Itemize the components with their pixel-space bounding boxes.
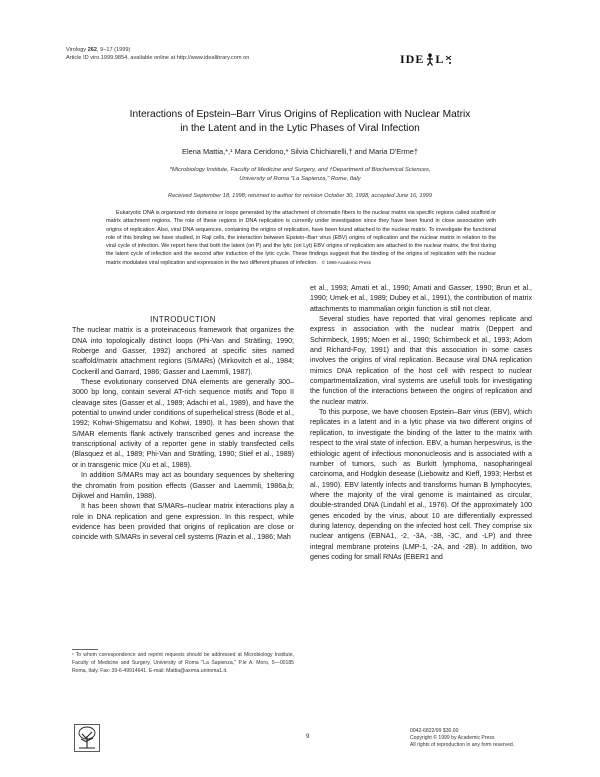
author-list: Elena Mattia,*,¹ Mara Ceridono,* Silvia Chichiarelli,† and Maria D'Erme†: [182, 147, 418, 156]
page-range: , 9–17 (1999): [97, 47, 131, 53]
ideal-logo-figure-icon: [425, 53, 435, 66]
affiliation-line-2: University of Roma "La Sapienza," Rome, Italy: [239, 176, 361, 182]
journal-name: Virology: [66, 47, 87, 53]
body-paragraph: To this purpose, we have choosen Epstein–Barr virus (EBV), which replicates in a latent and in a lytic phase via two different origins of replication, to investigate the binding of the latter to the matrix with respect to the viral state of infection. EBV, a human herpesvirus, is the ethiologic agent of infectious mononucleosis and is associated with a number of tumors, such as Burkitt lymphoma, nasopharingeal carcinoma, and Hodgkin desease (Liebowitz and Kieff, 1993; Herbst et al., 1990). EBV latently infects and transforms human B lymphocytes, where the majority of the viral genome is maintained as circular, double-stranded DNA (Lindahl et al., 1976). Of the approximately 100 genes encoded by the virus, about 10 are differentially expressed during latency, depending on the infected host cell. They comprise six nuclear antigens (EBNA1, -2, -3A, -3B, -3C, and -LP) and three integral membrane proteins (LMP-1, -2A, and -2B). In addition, two genes coding for small RNAs (EBER1 and: [310, 408, 532, 561]
footnote-rule: [72, 649, 98, 650]
body-paragraph: et al., 1993; Amati et al., 1990; Amati and Gasser, 1990; Brun et al., 1990; Umek et al., 1989; Dubey et al., 1991), the contribution of matrix attachments to mammalian origin function is still not clear.: [310, 284, 532, 313]
article-title: [60, 108, 540, 136]
logo-text: IDE: [400, 52, 425, 66]
affiliation-line-1: *Microbiology Institute, Faculty of Medicine and Surgery, and †Department of Biochemical Sciences,: [169, 167, 431, 173]
ideal-logo-mark-icon: [445, 55, 453, 65]
body-paragraph: It has been shown that S/MARs–nuclear matrix interactions play a role in DNA replication and gene expression. In this respect, while evidence has been provided that origins of replication are close or coincide with S/MARs in several cell systems (Razin et al., 1986; Mah: [72, 502, 294, 542]
volume-number: 262: [87, 47, 98, 53]
section-heading-introduction: INTRODUCTION: [150, 315, 216, 324]
copyright-imprint: [410, 728, 514, 749]
body-paragraph: These evolutionary conserved DNA elements are generally 300–3000 bp long, contain several AT-rich sequence motifs and Topo II cleavage sites (Gasser et al., 1989; Adachi et al., 1989), and have the potential to unwind under conditions of superhelical stress (Bode et al., 1992; Kohwi-Shigematsu and Kohwi, 1990). It has been shown that S/MAR elements flank actively transcribed genes and increase the transcriptional activity of a reporter gene in stably transfected cells (Blasquez et al., 1989; Phi-Van and Strätling, 1990; Stief et al., 1989) or in transgenic mice (Xu et al., 1989).: [72, 378, 295, 469]
article-id-line: Article ID viro.1999.9854, available online at http://www.idealibrary.com on: [66, 55, 250, 62]
left-column: [72, 315, 294, 543]
abstract-copyright: © 1999 Academic Press: [321, 259, 371, 265]
page-number: 9: [306, 734, 310, 740]
rights-line: All rights of reproduction in any form reserved.: [410, 742, 515, 749]
ideal-logo: [400, 52, 453, 67]
body-paragraph: Several studies have reported that viral genomes replicate and express in association with the nuclear matrix (Deppert and Schirmbeck, 1995; Moen et al., 1990; Schirmbeck et al., 1993; Adom and Richard-Foy, 1991) and that this association in some cases involves the origins of viral replication. Because viral DNA replication mimics DNA replication of the host cell with respect to nuclear compartmentalization, viral systems are usefull tools for investigating the function of the interactions between the origins of replication and the nuclear matrix.: [310, 315, 532, 406]
copyright-line: Copyright © 1999 by Academic Press: [410, 735, 495, 742]
body-paragraph: In addition S/MARs may act as boundary sequences by sheltering the chromatin from position effects (Gasser and Laemmli, 1986a,b; Dijkwel and Hamlin, 1988).: [72, 471, 294, 500]
logo-tail: L: [435, 52, 445, 66]
abstract: [106, 209, 496, 267]
title-line-2: in the Latent and in the Lytic Phases of Viral Infection: [180, 123, 420, 134]
abstract-text: Eukaryotic DNA is organized into domains or loops generated by the attachment of chromatin fibers to the nuclear matrix via specific regions called scaffold or matrix attachment regions. The role of these regions in DNA replication is currently under investigation since they have been found in close association with origins of replication. Also, viral DNA sequences, containing the origins of replication, have been found attached to the nuclear matrix. To investigate the functional role of this binding we have studied, in Raji cells, the interaction between Epstein–Barr virus (EBV) origins of replication and the nuclear matrix in relation to the viral cycle of infection. We report here that both the latent (ori P) and the lytic (ori Lyt) EBV origins of replication are attached to the nuclear matrix, the first during the latent cycle of infection and the second after induction of the lytic cycle. These findings suggest that the binding of the origins of replication with the nuclear matrix modulates viral replication and expression in the two different phases of infection.: [106, 210, 496, 266]
correspondence-footnote: ¹ To whom correspondence and reprint requests should be addressed at Microbiology Institute, Faculty of Medicine and Surgery, University of Roma "La Sapienza," P.le A. Moro, 5—00185 Roma, Italy. Fax: 39-6-49914641. E-mail: Mattia@axrma.uniroma1.it.: [72, 652, 294, 675]
received-dates: Received September 18, 1998; returned to author for revision October 30, 1998; accepted June 16, 1999: [167, 193, 432, 199]
body-paragraph: The nuclear matrix is a proteinaceous framework that organizes the DNA into topologically distinct loops (Phi-Van and Strätling, 1990; Roberge and Gasser, 1992) anchored at specific sites named scaffold/matrix attachment regions (S/MARs) (Mirkovitch et al., 1984; Cockerill and Garrard, 1986; Gasser and Laemmli, 1987).: [72, 326, 294, 376]
issn-price: 0042-6822/99 $30.00: [410, 728, 459, 734]
title-line-1: Interactions of Epstein–Barr Virus Origins of Replication with Nuclear Matrix: [129, 109, 471, 120]
publisher-tree-logo-icon: [74, 724, 100, 752]
affiliations: [60, 166, 540, 184]
masthead: [66, 46, 249, 62]
citation-line: [66, 46, 249, 54]
right-column: [310, 283, 532, 562]
